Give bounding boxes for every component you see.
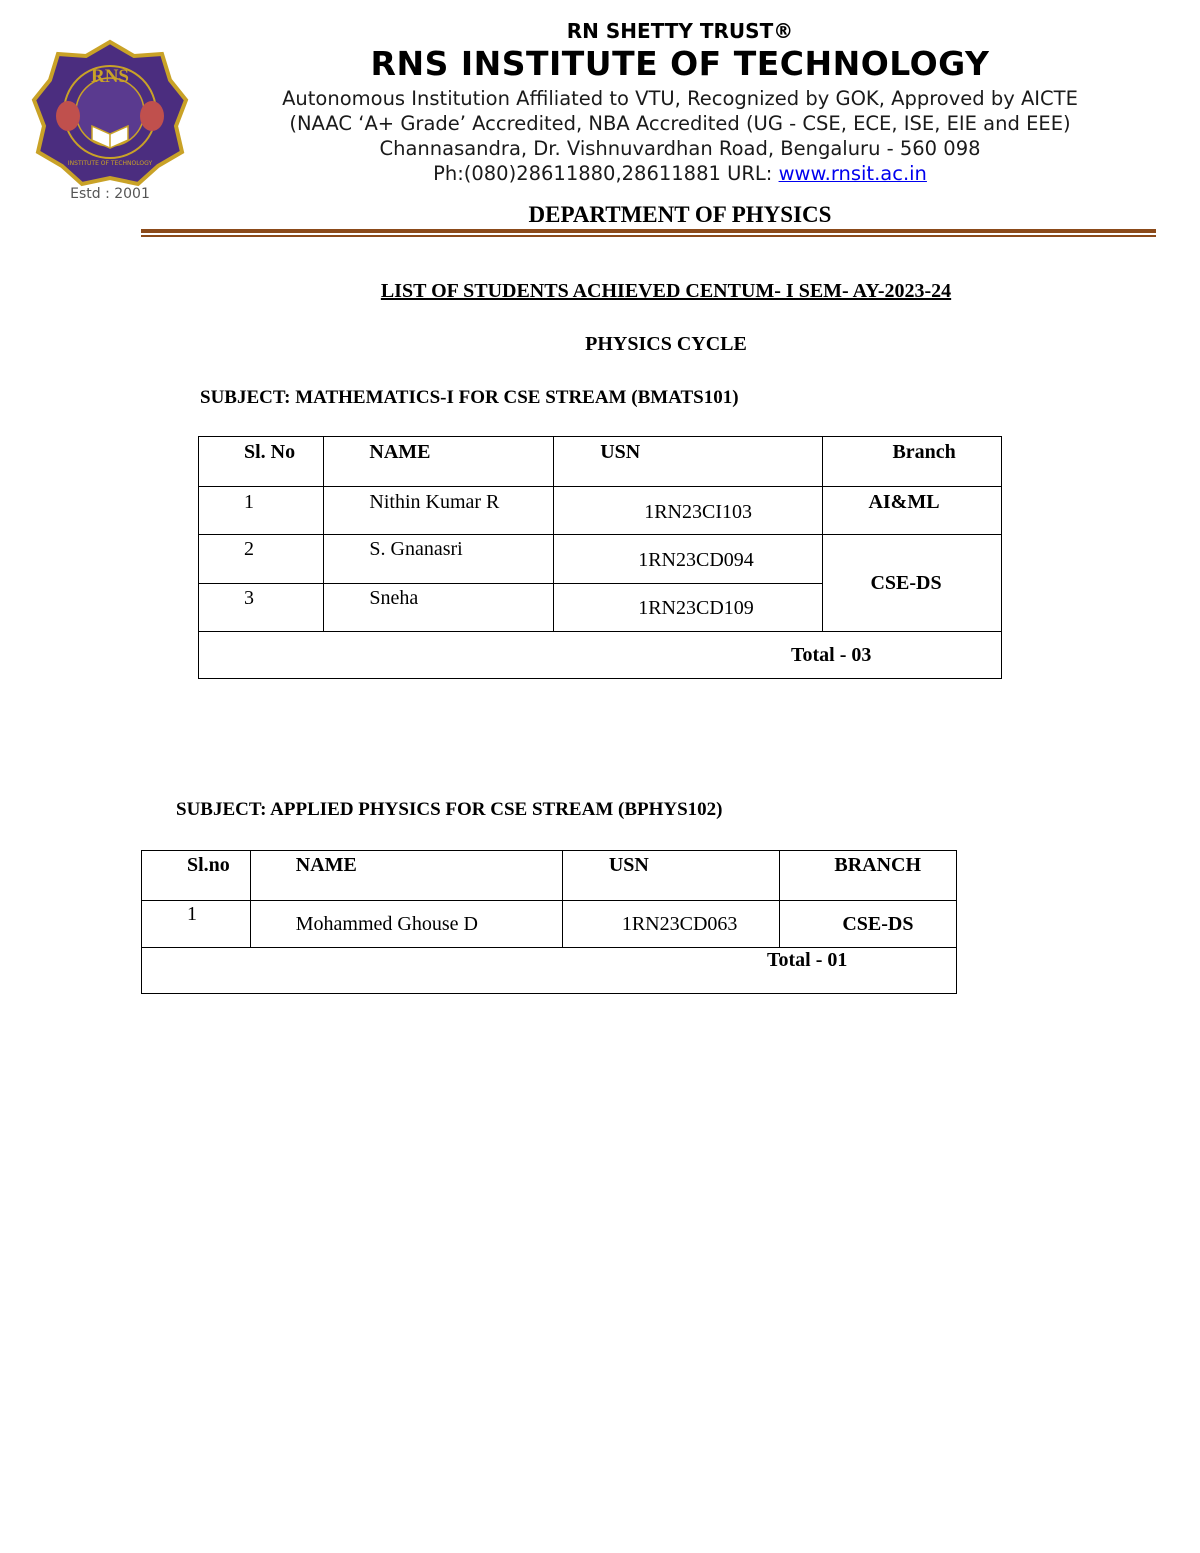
subject-heading-maths: SUBJECT: MATHEMATICS-I FOR CSE STREAM (BMATS101) [200, 387, 739, 408]
name-cell: Sneha [324, 584, 554, 632]
table-total-row [199, 632, 1002, 679]
header-cell: Sl.no [142, 851, 251, 901]
address-line: Channasandra, Dr. Vishnuvardhan Road, Bengaluru - 560 098 [379, 137, 981, 160]
document-title: LIST OF STUDENTS ACHIEVED CENTUM- I SEM- AY-2023-24 [380, 280, 952, 302]
affiliation-line: Autonomous Institution Affiliated to VTU, Recognized by GOK, Approved by AICTE [282, 87, 1078, 110]
header-divider [141, 229, 1156, 233]
sl-cell: 2 [199, 535, 324, 584]
institute-name: RNS INSTITUTE OF TECHNOLOGY [370, 44, 990, 83]
website-link[interactable]: www.rnsit.ac.in [778, 162, 927, 185]
table-row [142, 901, 957, 948]
sl-cell: 1 [199, 487, 324, 535]
trust-name: RN SHETTY TRUST® [566, 19, 794, 43]
physics-centum-table [141, 850, 957, 994]
institute-logo [30, 38, 190, 204]
branch-cell: CSE-DS [780, 901, 957, 948]
table-row [199, 487, 1002, 535]
branch-cell: CSE-DS [823, 535, 1002, 632]
header-cell: BRANCH [780, 851, 957, 901]
table-header-row [199, 437, 1002, 487]
contact-line [230, 162, 1130, 185]
table-total-row [142, 948, 957, 994]
svg-text:INSTITUTE OF TECHNOLOGY: INSTITUTE OF TECHNOLOGY [67, 160, 153, 167]
header-cell: Branch [823, 437, 1002, 487]
usn-cell: 1RN23CD094 [554, 535, 823, 584]
rns-emblem-icon [30, 38, 190, 204]
accreditation-line: (NAAC ‘A+ Grade’ Accredited, NBA Accredited (UG - CSE, ECE, ISE, EIE and EEE) [289, 112, 1071, 135]
subject-heading-physics: SUBJECT: APPLIED PHYSICS FOR CSE STREAM (BPHYS102) [176, 799, 723, 820]
branch-cell: AI&ML [823, 487, 1002, 535]
header-cell: Sl. No [199, 437, 324, 487]
name-cell: Nithin Kumar R [324, 487, 554, 535]
maths-centum-table [198, 436, 1002, 679]
usn-cell: 1RN23CD063 [562, 901, 780, 948]
total-cell: Total - 01 [142, 948, 957, 994]
svg-text:Estd : 2001: Estd : 2001 [70, 186, 150, 202]
usn-cell: 1RN23CI103 [554, 487, 823, 535]
table-header-row [142, 851, 957, 901]
name-cell: S. Gnanasri [324, 535, 554, 584]
header-cell: NAME [324, 437, 554, 487]
department-title: DEPARTMENT OF PHYSICS [528, 202, 832, 227]
usn-cell: 1RN23CD109 [554, 584, 823, 632]
phone-text: Ph:(080)28611880,28611881 URL: [433, 162, 779, 185]
sl-cell: 3 [199, 584, 324, 632]
cycle-title: PHYSICS CYCLE [585, 333, 747, 355]
header-cell: USN [562, 851, 780, 901]
sl-cell: 1 [142, 901, 251, 948]
table-row [199, 535, 1002, 584]
svg-text:RNS: RNS [90, 66, 130, 87]
header-cell: USN [554, 437, 823, 487]
total-cell: Total - 03 [199, 632, 1002, 679]
name-cell: Mohammed Ghouse D [250, 901, 562, 948]
header-divider-thin [141, 235, 1156, 237]
header-cell: NAME [250, 851, 562, 901]
